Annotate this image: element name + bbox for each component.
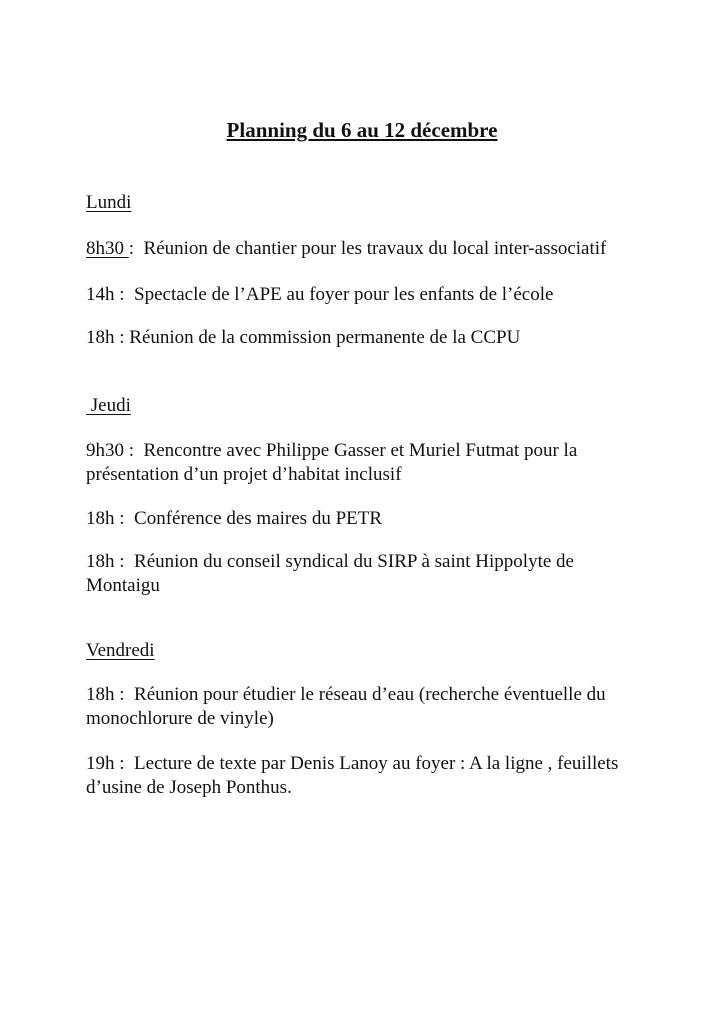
schedule-entry — [86, 439, 646, 487]
entry-time: 9h30 — [86, 440, 124, 461]
entry-text: Réunion pour étudier le réseau d’eau (recherche éventuelle du monochlorure de vinyle) — [86, 684, 606, 729]
schedule-entry — [86, 283, 646, 307]
entry-text: Spectacle de l’APE au foyer pour les enfants de l’école — [134, 284, 554, 305]
entry-text: Réunion du conseil syndical du SIRP à saint Hippolyte de Montaigu — [86, 551, 574, 596]
entry-separator: : — [114, 684, 135, 705]
entry-time: 19h — [86, 753, 115, 774]
entry-time: 18h — [86, 327, 115, 348]
entry-separator: : — [114, 327, 130, 348]
day-heading-lundi: Lundi — [86, 192, 132, 213]
entry-text: Conférence des maires du PETR — [134, 508, 383, 529]
entry-time: 18h — [86, 508, 115, 529]
page-title: Planning du 6 au 12 décembre — [226, 118, 498, 142]
entry-time: 8h30 — [86, 238, 129, 259]
day-heading-vendredi: Vendredi — [86, 640, 155, 661]
entry-text: Réunion de chantier pour les travaux du local inter-associatif — [143, 238, 607, 259]
schedule-entry — [86, 752, 646, 800]
entry-separator: : — [114, 551, 135, 572]
schedule-entry — [86, 683, 646, 731]
entry-time: 18h — [86, 551, 115, 572]
entry-separator: : — [114, 753, 135, 774]
entry-separator: : — [114, 284, 135, 305]
entry-text: Réunion de la commission permanente de la CCPU — [129, 327, 521, 348]
entry-time: 18h — [86, 684, 115, 705]
schedule-entry — [86, 507, 646, 531]
day-heading-jeudi: Jeudi — [86, 395, 131, 416]
entry-separator: : — [128, 238, 144, 259]
entry-separator: : — [124, 440, 144, 461]
entry-text: Lecture de texte par Denis Lanoy au foyer : A la ligne , feuillets d’usine de Joseph Ponthus. — [86, 753, 619, 798]
entry-time: 14h — [86, 284, 115, 305]
entry-separator: : — [114, 508, 135, 529]
schedule-entry — [86, 326, 646, 350]
schedule-entry — [86, 237, 646, 261]
schedule-entry — [86, 550, 646, 598]
entry-text: Rencontre avec Philippe Gasser et Muriel Futmat pour la présentation d’un projet d’habitat inclusif — [86, 440, 578, 485]
